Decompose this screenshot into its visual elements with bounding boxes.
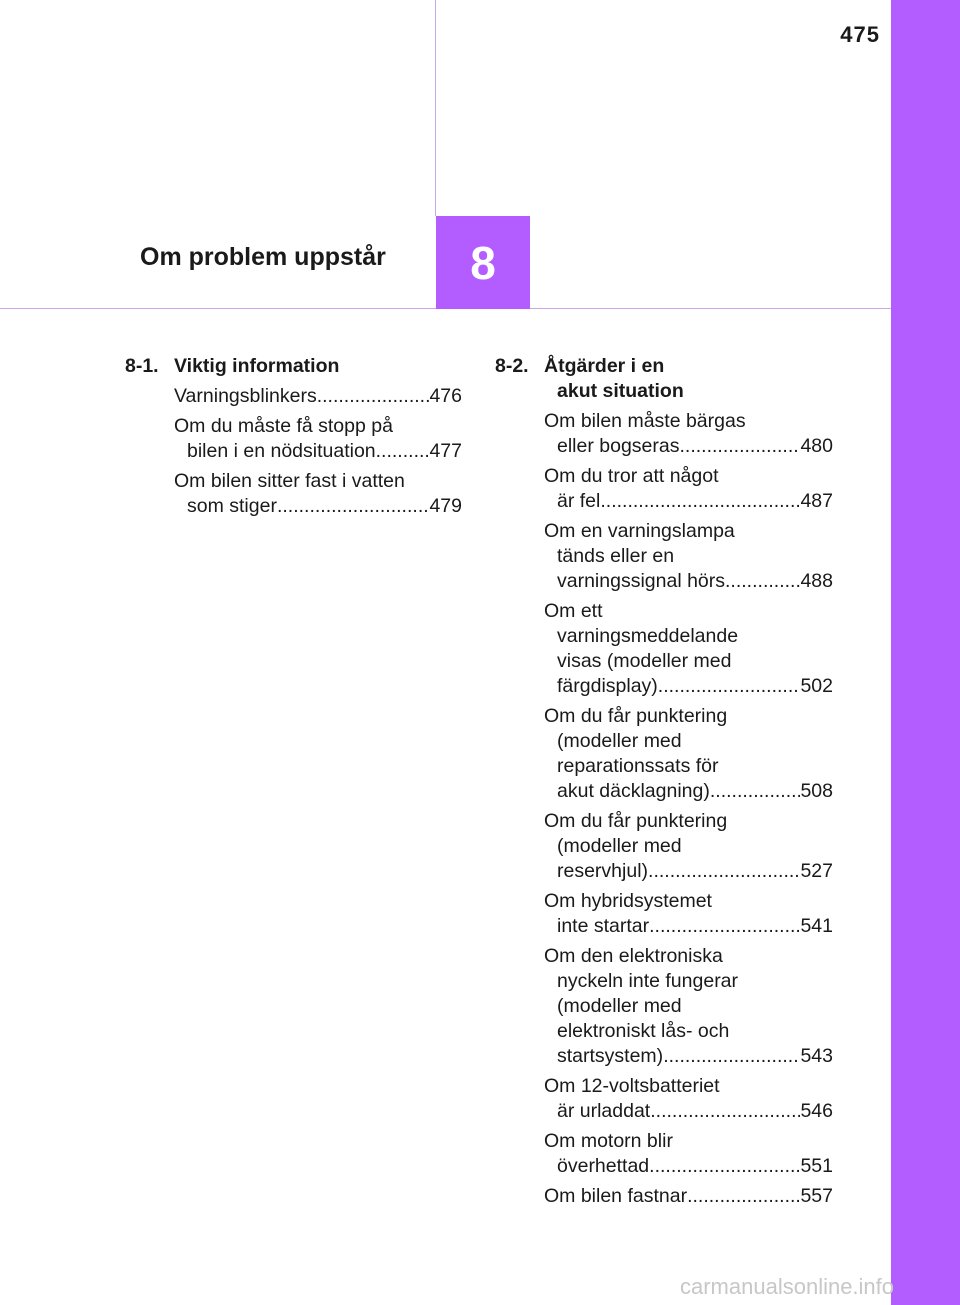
entry-text: som stiger: [187, 495, 277, 517]
entry-text: Om du får punktering: [544, 810, 728, 832]
entry-page: 557: [800, 1185, 833, 1207]
dot-leader: [650, 1099, 800, 1124]
entry-page: 546: [800, 1100, 833, 1122]
entry-text: Om du måste få stopp på: [174, 415, 393, 437]
entry-text: elektroniskt lås- och: [557, 1020, 730, 1042]
entry-text: varningssignal hörs: [557, 570, 726, 592]
dot-leader: [679, 434, 800, 459]
dot-leader: [376, 439, 430, 464]
toc-entry[interactable]: [544, 809, 833, 884]
toc-entry[interactable]: [544, 599, 833, 699]
entry-text: Om du får punktering: [544, 705, 728, 727]
section-title: [174, 354, 462, 379]
toc-entry[interactable]: [174, 414, 462, 464]
section-title-line: Åtgärder i en: [544, 355, 665, 377]
section-title: [544, 354, 833, 404]
toc-entry[interactable]: [544, 519, 833, 594]
entry-text: Om den elektroniska: [544, 945, 723, 967]
header-divider-vertical: [435, 0, 436, 216]
entry-text: färgdisplay): [557, 675, 658, 697]
section-heading: [495, 354, 833, 404]
entry-text: Om bilen fastnar: [544, 1185, 688, 1207]
entry-page: 502: [800, 675, 833, 697]
section-title-line: akut situation: [557, 380, 684, 402]
toc-entry[interactable]: [174, 384, 462, 409]
toc-entry[interactable]: [174, 469, 462, 519]
entry-text: (modeller med: [557, 730, 682, 752]
toc-entry[interactable]: [544, 1184, 833, 1209]
dot-leader: [725, 569, 800, 594]
entry-page: 551: [800, 1155, 833, 1177]
entry-text: Om du tror att något: [544, 465, 719, 487]
dot-leader: [710, 779, 801, 804]
dot-leader: [277, 494, 430, 519]
entry-text: Om ett: [544, 600, 603, 622]
watermark: carmanualsonline.info: [680, 1274, 895, 1299]
entry-page: 488: [800, 570, 833, 592]
entry-page: 508: [800, 780, 833, 802]
entry-text: Om en varningslampa: [544, 520, 735, 542]
entry-page: 477: [429, 440, 462, 462]
chapter-side-tab: [891, 0, 960, 1305]
toc-entry[interactable]: [544, 464, 833, 514]
section-heading: [125, 354, 462, 379]
entry-text: visas (modeller med: [557, 650, 732, 672]
entry-text: startsystem): [557, 1045, 664, 1067]
section-number: 8-2.: [495, 355, 529, 377]
toc-entry[interactable]: [544, 1074, 833, 1124]
entry-text: är fel: [557, 490, 601, 512]
toc-entry[interactable]: [544, 944, 833, 1069]
entry-text: varningsmeddelande: [557, 625, 739, 647]
entry-text: inte startar: [557, 915, 650, 937]
dot-leader: [648, 859, 800, 884]
toc-entry[interactable]: [544, 889, 833, 939]
dot-leader: [649, 1154, 800, 1179]
entry-page: 479: [429, 495, 462, 517]
entry-text: Om motorn blir: [544, 1130, 673, 1152]
entry-text: (modeller med: [557, 835, 682, 857]
dot-leader: [649, 914, 800, 939]
section-number: 8-1.: [125, 355, 159, 377]
dot-leader: [600, 489, 800, 514]
toc-entry[interactable]: [544, 409, 833, 459]
entry-text: nyckeln inte fungerar: [557, 970, 739, 992]
chapter-number-box: 8: [436, 216, 530, 309]
entry-page: 527: [800, 860, 833, 882]
toc-section-8-2: [495, 354, 833, 1214]
entry-text: reparationssats för: [557, 755, 719, 777]
toc-entry[interactable]: [544, 1129, 833, 1179]
entry-text: bilen i en nödsituation: [187, 440, 376, 462]
entry-page: 480: [800, 435, 833, 457]
chapter-title: Om problem uppstår: [140, 243, 386, 271]
page-number: 475: [840, 22, 880, 47]
entry-text: Om bilen måste bärgas: [544, 410, 746, 432]
entry-page: 541: [800, 915, 833, 937]
toc-entry[interactable]: [544, 704, 833, 804]
entry-page: 543: [800, 1045, 833, 1067]
dot-leader: [317, 384, 430, 409]
entry-page: 487: [800, 490, 833, 512]
entry-page: 476: [429, 385, 462, 407]
entry-text: Om hybridsystemet: [544, 890, 712, 912]
entry-text: är urladdat: [557, 1100, 651, 1122]
toc-section-8-1: [125, 354, 462, 524]
entry-text: reservhjul): [557, 860, 649, 882]
entry-text: akut däcklagning): [557, 780, 710, 802]
entry-text: Varningsblinkers: [174, 385, 317, 407]
entry-text: Om 12-voltsbatteriet: [544, 1075, 720, 1097]
dot-leader: [663, 1044, 800, 1069]
entry-text: eller bogseras: [557, 435, 680, 457]
dot-leader: [658, 674, 801, 699]
entry-text: (modeller med: [557, 995, 682, 1017]
entry-text: Om bilen sitter fast i vatten: [174, 470, 405, 492]
section-title-line: Viktig information: [174, 355, 340, 377]
dot-leader: [687, 1184, 800, 1209]
entry-text: överhettad: [557, 1155, 650, 1177]
entry-text: tänds eller en: [557, 545, 675, 567]
